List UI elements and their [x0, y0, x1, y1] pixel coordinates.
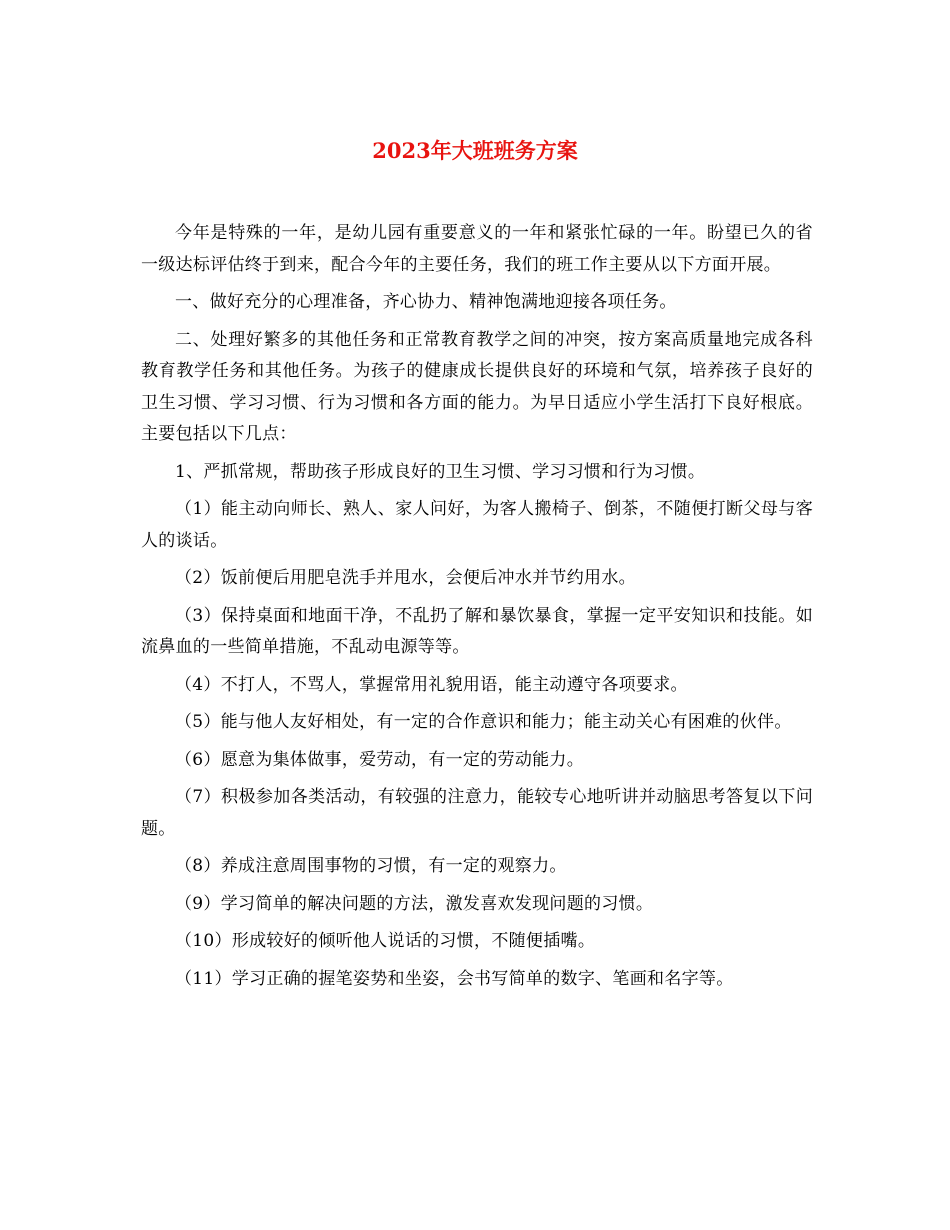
list-item: （2）饭前便后用肥皂洗手并甩水，会便后冲水并节约用水。 — [175, 568, 636, 588]
list-item: （11）学习正确的握笔姿势和坐姿，会书写简单的数字、笔画和名字等。 — [175, 968, 734, 989]
paragraph-section-1: 一、做好充分的心理准备，齐心协力、精神饱满地迎接各项任务。 — [175, 292, 677, 312]
list-item: （5）能与他人友好相处，有一定的合作意识和能力；能主动关心有困难的伙伴。 — [175, 712, 792, 732]
paragraph-section-2: 二、处理好繁多的其他任务和正常教育教学之间的冲突，按方案高质量地完成各科教育教学任务和其他任务。为孩子的健康成长提供良好的环境和气氛，培养孩子良好的卫生习惯、学习习惯、行为习惯和各方面的能力。为早日适应小学生活打下良好根底。主要包括以下几点： — [141, 329, 813, 444]
list-item: （4）不打人，不骂人，掌握常用礼貌用语，能主动遵守各项要求。 — [175, 674, 688, 695]
list-item: （9）学习简单的解决问题的方法，激发喜欢发现问题的习惯。 — [175, 893, 654, 914]
list-item: （6）愿意为集体做事，爱劳动，有一定的劳动能力。 — [175, 749, 585, 770]
list-item: （3）保持桌面和地面干净，不乱扔了解和暴饮暴食，掌握一定平安知识和技能。如流鼻血的一些简单措施，不乱动电源等等。 — [141, 605, 813, 657]
paragraph-item-1: 1、严抓常规，帮助孩子形成良好的卫生习惯、学习习惯和行为习惯。 — [175, 461, 706, 482]
list-item: （1）能主动向师长、熟人、家人问好，为客人搬椅子、倒茶，不随便打断父母与客人的谈话。 — [141, 499, 813, 551]
document-body — [141, 218, 813, 1001]
paragraph-intro: 今年是特殊的一年，是幼儿园有重要意义的一年和紧张忙碌的一年。盼望已久的省一级达标评估终于到来，配合今年的主要任务，我们的班工作主要从以下方面开展。 — [141, 223, 813, 275]
list-item: （7）积极参加各类活动，有较强的注意力，能较专心地听讲并动脑思考答复以下问题。 — [141, 787, 813, 839]
list-item: （8）养成注意周围事物的习惯，有一定的观察力。 — [175, 856, 567, 876]
list-item: （10）形成较好的倾听他人说话的习惯，不随便插嘴。 — [175, 931, 596, 951]
document-title: 2023年大班班务方案 — [372, 138, 578, 163]
